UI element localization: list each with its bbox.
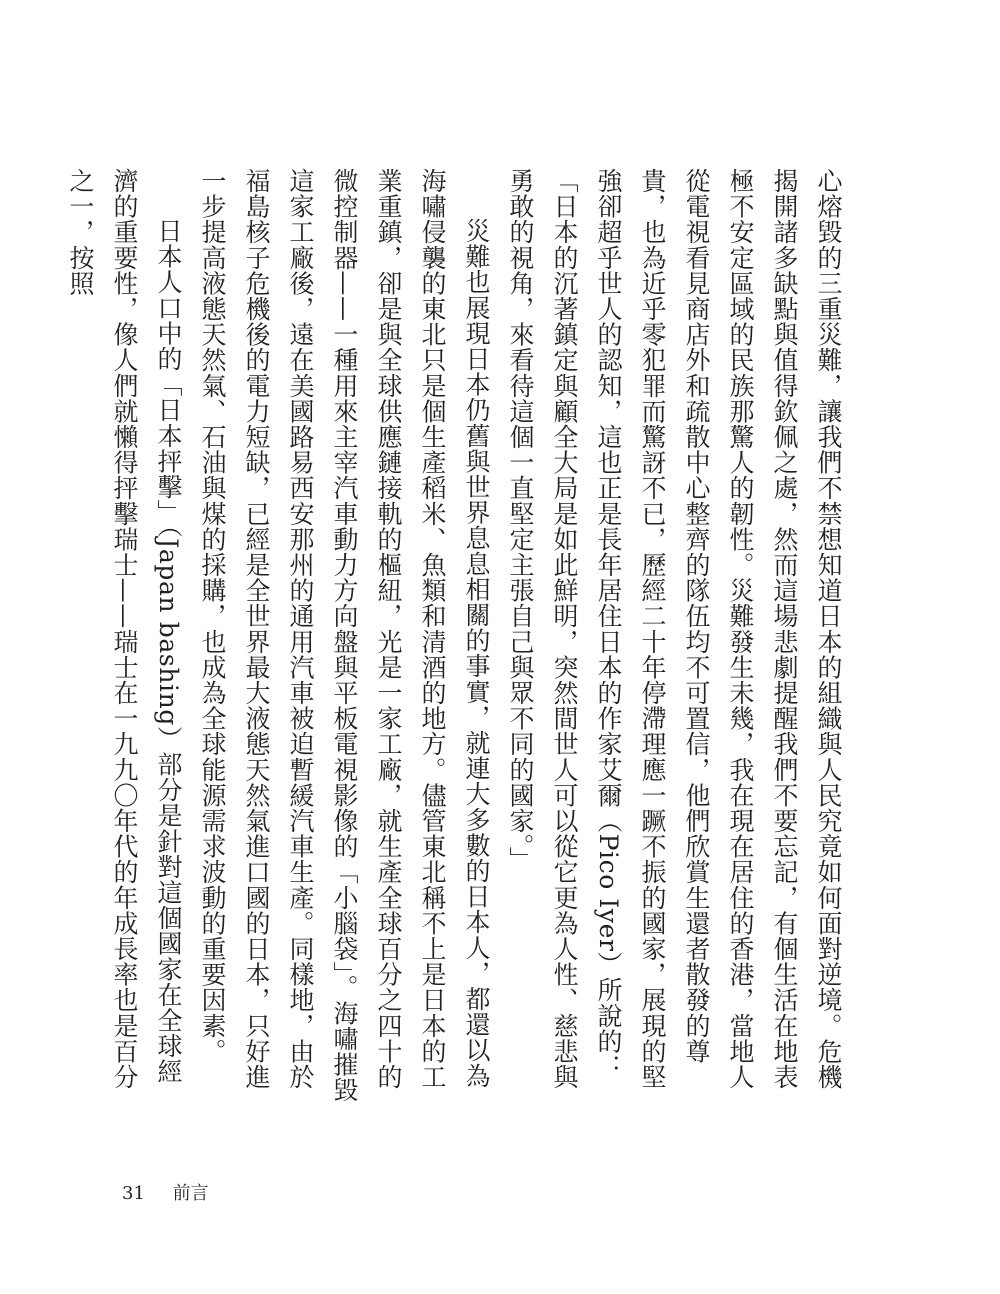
paragraph: 心熔毀的三重災難，讓我們不禁想知道日本的組織與人民究竟如何面對逆境。危機揭開諸多缺點與值得欽佩之處，然而這場悲劇提醒我們不要忘記，有個生活在地表極不安定區域的民族那驚人的韌性。災難發生未幾，我在現在居住的香港，當地人從電視看見商店外和疏散中心整齊的隊伍均不可置信，他們欣賞生還者散發的尊貴，也為近乎零犯罪而驚訝不已，歷經二十年停滯理應一蹶不振的國家，展現的堅強卻超乎世人的認知，這也正是長年居住日本的作家艾爾（Pico Iyer）所說的：「日本的沉著鎮定與顧全大局是如此鮮明，突然間世人可以從它更為人性、慈悲與勇敢的視角，來看待這個一直堅定主張自己與眾不同的國家。」: [506, 168, 843, 1090]
paragraph: 災難也展現日本仍舊與世界息息相關的事實，就連大多數的日本人，都還以為海嘯侵襲的東北只是個生產稻米、魚類和清酒的地方。儘管東北稱不上是日本的工業重鎮，卻是與全球供應鏈接軌的樞紐，光是一家工廠，就生產全球百分之四十的微控制器——一種用來主宰汽車動力方向盤與平板電視影像的「小腦袋」。海嘯摧毀這家工廠後，遠在美國路易西安那州的通用汽車被迫暫緩汽車生產。同樣地，由於福島核子危機後的電力短缺，已經是全世界最大液態天然氣進口國的日本，只好進一步提高液態天然氣、石油與煤的採購，也成為全球能源需求波動的重要因素。: [198, 168, 491, 1103]
body-text: [66, 168, 850, 1108]
section-title: 前言: [172, 1183, 209, 1204]
paragraph: 日本人口中的「日本抨擊」（Japan bashing）部分是針對這個國家在全球經濟的重要性，像人們就懶得抨擊瑞士——瑞士在一九九〇年代的年成長率也是百分之一，按照: [66, 168, 183, 1090]
page-number: 31: [122, 1183, 145, 1204]
page-footer: [122, 1183, 209, 1205]
